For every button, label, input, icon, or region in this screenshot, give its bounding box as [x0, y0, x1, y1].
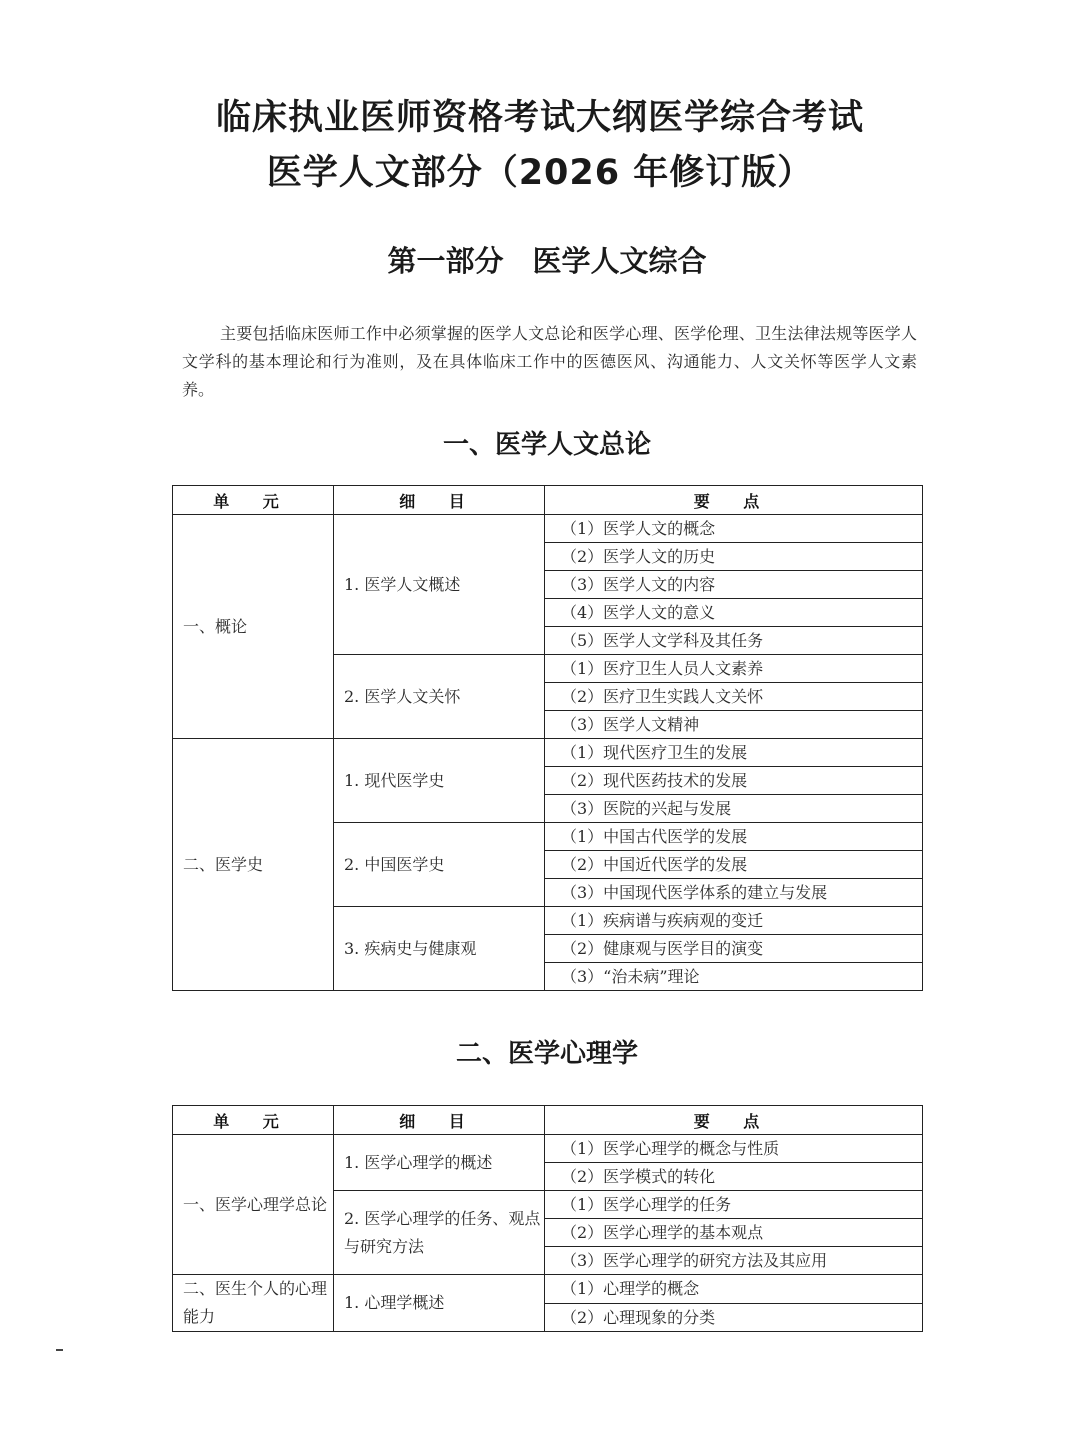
unit-cell: 二、医学史 [173, 739, 334, 991]
header-subject: 细 目 [334, 1106, 545, 1135]
subject-cell: 2. 医学心理学的任务、观点与研究方法 [334, 1191, 545, 1275]
section-title: 一、医学人文总论 [442, 430, 651, 460]
unit-cell: 二、医生个人的心理能力 [173, 1275, 334, 1332]
subject-cell: 1. 医学人文概述 [334, 515, 545, 655]
subject-cell: 2. 医学人文关怀 [334, 655, 545, 739]
point-cell: （2）医学人文的历史 [545, 543, 923, 571]
section-title: 二、医学心理学 [455, 1039, 638, 1069]
point-cell: （2）医学心理学的基本观点 [545, 1219, 923, 1247]
point-cell: （1）医疗卫生人员人文素养 [545, 655, 923, 683]
subject-cell: 1. 现代医学史 [334, 739, 545, 823]
header-unit: 单 元 [173, 486, 334, 515]
page-mark [56, 1349, 63, 1351]
outline-table-humanities [172, 485, 923, 991]
unit-cell: 一、医学心理学总论 [173, 1135, 334, 1275]
outline-table-psychology [172, 1105, 923, 1332]
header-points: 要 点 [545, 1106, 923, 1135]
table-header-row [173, 486, 923, 515]
point-cell: （1）现代医疗卫生的发展 [545, 739, 923, 767]
point-cell: （2）现代医药技术的发展 [545, 767, 923, 795]
point-cell: （1）中国古代医学的发展 [545, 823, 923, 851]
part-title: 第一部分 医学人文综合 [387, 244, 707, 278]
table-row [173, 739, 923, 767]
header-points: 要 点 [545, 486, 923, 515]
table-row [173, 1135, 923, 1163]
intro-paragraph: 主要包括临床医师工作中必须掌握的医学人文总论和医学心理、医学伦理、卫生法律法规等医学人文学科的基本理论和行为准则，及在具体临床工作中的医德医风、沟通能力、人文关怀等医学人文素养。 [182, 324, 917, 399]
subject-cell: 1. 医学心理学的概述 [334, 1135, 545, 1191]
document-title-line2: 医学人文部分（2026 年修订版） [266, 153, 814, 193]
point-cell: （3）医学心理学的研究方法及其应用 [545, 1247, 923, 1275]
point-cell: （3）医学人文精神 [545, 711, 923, 739]
point-cell: （2）健康观与医学目的演变 [545, 935, 923, 963]
point-cell: （1）心理学的概念 [545, 1275, 923, 1304]
point-cell: （1）医学心理学的任务 [545, 1191, 923, 1219]
point-cell: （2）医疗卫生实践人文关怀 [545, 683, 923, 711]
table-header-row [173, 1106, 923, 1135]
document-title-line1: 临床执业医师资格考试大纲医学综合考试 [215, 98, 864, 138]
point-cell: （2）医学模式的转化 [545, 1163, 923, 1191]
subject-cell: 2. 中国医学史 [334, 823, 545, 907]
point-cell: （2）中国近代医学的发展 [545, 851, 923, 879]
header-subject: 细 目 [334, 486, 545, 515]
point-cell: （5）医学人文学科及其任务 [545, 627, 923, 655]
subject-cell: 3. 疾病史与健康观 [334, 907, 545, 991]
point-cell: （1）医学心理学的概念与性质 [545, 1135, 923, 1163]
point-cell: （2）心理现象的分类 [545, 1303, 923, 1332]
point-cell: （1）疾病谱与疾病观的变迁 [545, 907, 923, 935]
point-cell: （3）“治未病”理论 [545, 963, 923, 991]
header-unit: 单 元 [173, 1106, 334, 1135]
subject-cell: 1. 心理学概述 [334, 1275, 545, 1332]
point-cell: （3）中国现代医学体系的建立与发展 [545, 879, 923, 907]
point-cell: （4）医学人文的意义 [545, 599, 923, 627]
table-row [173, 1275, 923, 1304]
unit-cell: 一、概论 [173, 515, 334, 739]
point-cell: （3）医院的兴起与发展 [545, 795, 923, 823]
table-row [173, 515, 923, 543]
point-cell: （3）医学人文的内容 [545, 571, 923, 599]
point-cell: （1）医学人文的概念 [545, 515, 923, 543]
